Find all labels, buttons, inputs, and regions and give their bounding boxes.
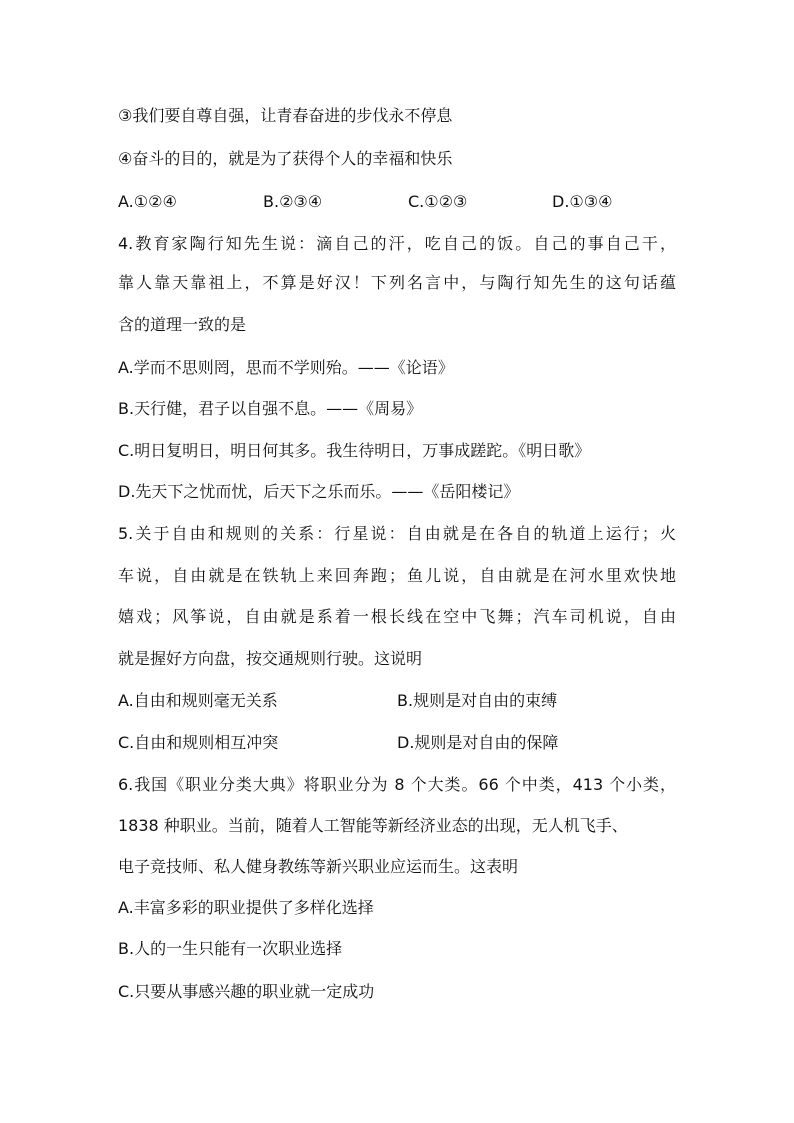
q3-option-b: B.②③④	[263, 192, 323, 211]
q3-option-c: C.①②③	[408, 192, 468, 211]
q5-stem-line-4: 就是握好方向盘，按交通规则行驶。这说明	[118, 649, 423, 668]
q6-option-c: C.只要从事感兴趣的职业就一定成功	[118, 982, 375, 1001]
q6-stem-line-1: 6.我国《职业分类大典》将职业分为 8 个大类。66 个中类，413 个小类，	[118, 775, 676, 794]
q4-stem-line-2: 靠人靠天靠祖上，不算是好汉！下列名言中，与陶行知先生的这句话蕴	[118, 273, 676, 292]
q4-option-d: D.先天下之忧而忧，后天下之乐而乐。——《岳阳楼记》	[118, 482, 520, 501]
q6-option-a: A.丰富多彩的职业提供了多样化选择	[118, 898, 374, 917]
q5-option-d: D.规则是对自由的保障	[397, 733, 559, 752]
q5-option-b: B.规则是对自由的束缚	[397, 691, 558, 710]
q4-stem-line-3: 含的道理一致的是	[118, 315, 247, 334]
q5-option-c: C.自由和规则相互冲突	[118, 733, 279, 752]
q5-stem-line-2: 车说，自由就是在铁轨上来回奔跑；鱼儿说，自由就是在河水里欢快地	[118, 566, 676, 585]
q6-option-b: B.人的一生只能有一次职业选择	[118, 939, 343, 958]
q4-option-b: B.天行健，君子以自强不息。——《周易》	[118, 399, 423, 418]
q3-statement-3: ③我们要自尊自强，让青春奋进的步伐永不停息	[118, 106, 453, 125]
q6-stem-line-3: 电子竞技师、私人健身教练等新兴职业应运而生。这表明	[118, 857, 519, 876]
q5-stem-line-3: 嬉戏；风筝说，自由就是系着一根长线在空中飞舞；汽车司机说，自由	[118, 607, 676, 626]
q6-stem-line-2: 1838 种职业。当前，随着人工智能等新经济业态的出现，无人机飞手、	[118, 816, 628, 835]
q5-option-a: A.自由和规则毫无关系	[118, 691, 278, 710]
q5-stem-line-1: 5.关于自由和规则的关系：行星说：自由就是在各自的轨道上运行；火	[118, 524, 676, 543]
q3-option-a: A.①②④	[118, 192, 177, 211]
q3-option-d: D.①③④	[552, 192, 613, 211]
q4-option-c: C.明日复明日，明日何其多。我生待明日，万事成蹉跎。《明日歌》	[118, 441, 591, 460]
q3-statement-4: ④奋斗的目的，就是为了获得个人的幸福和快乐	[118, 149, 453, 168]
q4-option-a: A.学而不思则罔，思而不学则殆。——《论语》	[118, 358, 454, 377]
q4-stem-line-1: 4.教育家陶行知先生说：滴自己的汗，吃自己的饭。自己的事自己干，	[118, 234, 676, 253]
